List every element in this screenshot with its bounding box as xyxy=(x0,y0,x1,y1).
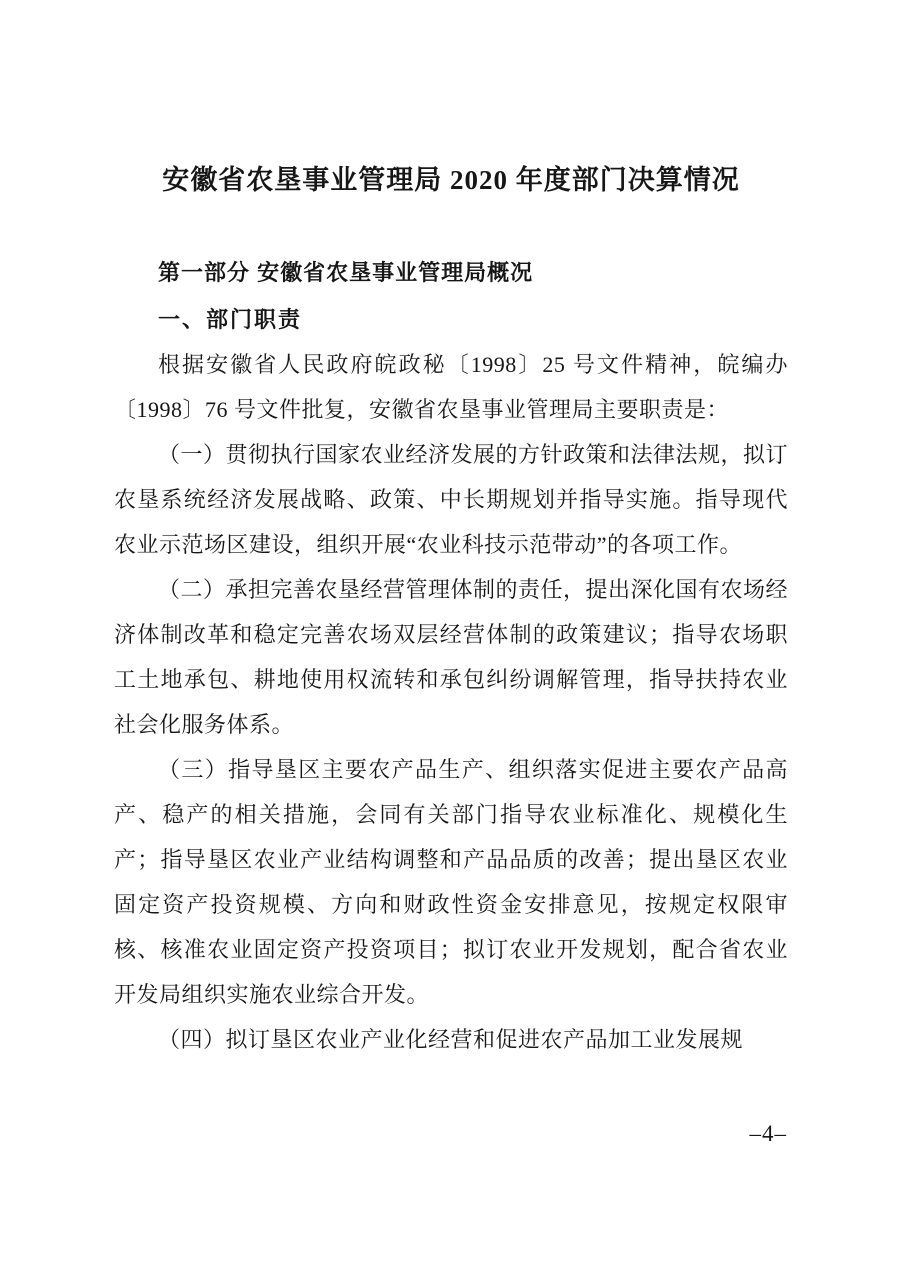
part-one-heading: 第一部分 安徽省农垦事业管理局概况 xyxy=(158,260,534,285)
section-heading-department-duties: 一、部门职责 xyxy=(158,307,303,332)
paragraph-duty-1: （一）贯彻执行国家农业经济发展的方针政策和法律法规，拟订农垦系统经济发展战略、政策、中长期规划并指导实施。指导现代农业示范场区建设，组织开展“农业科技示范带动”的各项工作。 xyxy=(114,442,789,557)
paragraph-duty-4-truncated: （四）拟订垦区农业产业化经营和促进农产品加工业发展规 xyxy=(158,1027,744,1052)
page-number: –4– xyxy=(749,1121,787,1146)
document-title: 安徽省农垦事业管理局 2020 年度部门决算情况 xyxy=(162,165,740,195)
paragraph-intro-basis: 根据安徽省人民政府皖政秘〔1998〕25 号文件精神，皖编办〔1998〕76 号文件批复，安徽省农垦事业管理局主要职责是： xyxy=(114,352,788,422)
paragraph-duty-2: （二）承担完善农垦经营管理体制的责任，提出深化国有农场经济体制改革和稳定完善农场双层经营体制的政策建议；指导农场职工土地承包、耕地使用权流转和承包纠纷调解管理，指导扶持农业社会化服务体系。 xyxy=(114,577,789,737)
paragraph-duty-3: （三）指导垦区主要农产品生产、组织落实促进主要农产品高产、稳产的相关措施，会同有关部门指导农业标准化、规模化生产；指导垦区农业产业结构调整和产品品质的改善；提出垦区农业固定资产投资规模、方向和财政性资金安排意见，按规定权限审核、核准农业固定资产投资项目；拟订农业开发规划，配合省农业开发局组织实施农业综合开发。 xyxy=(114,757,788,1007)
